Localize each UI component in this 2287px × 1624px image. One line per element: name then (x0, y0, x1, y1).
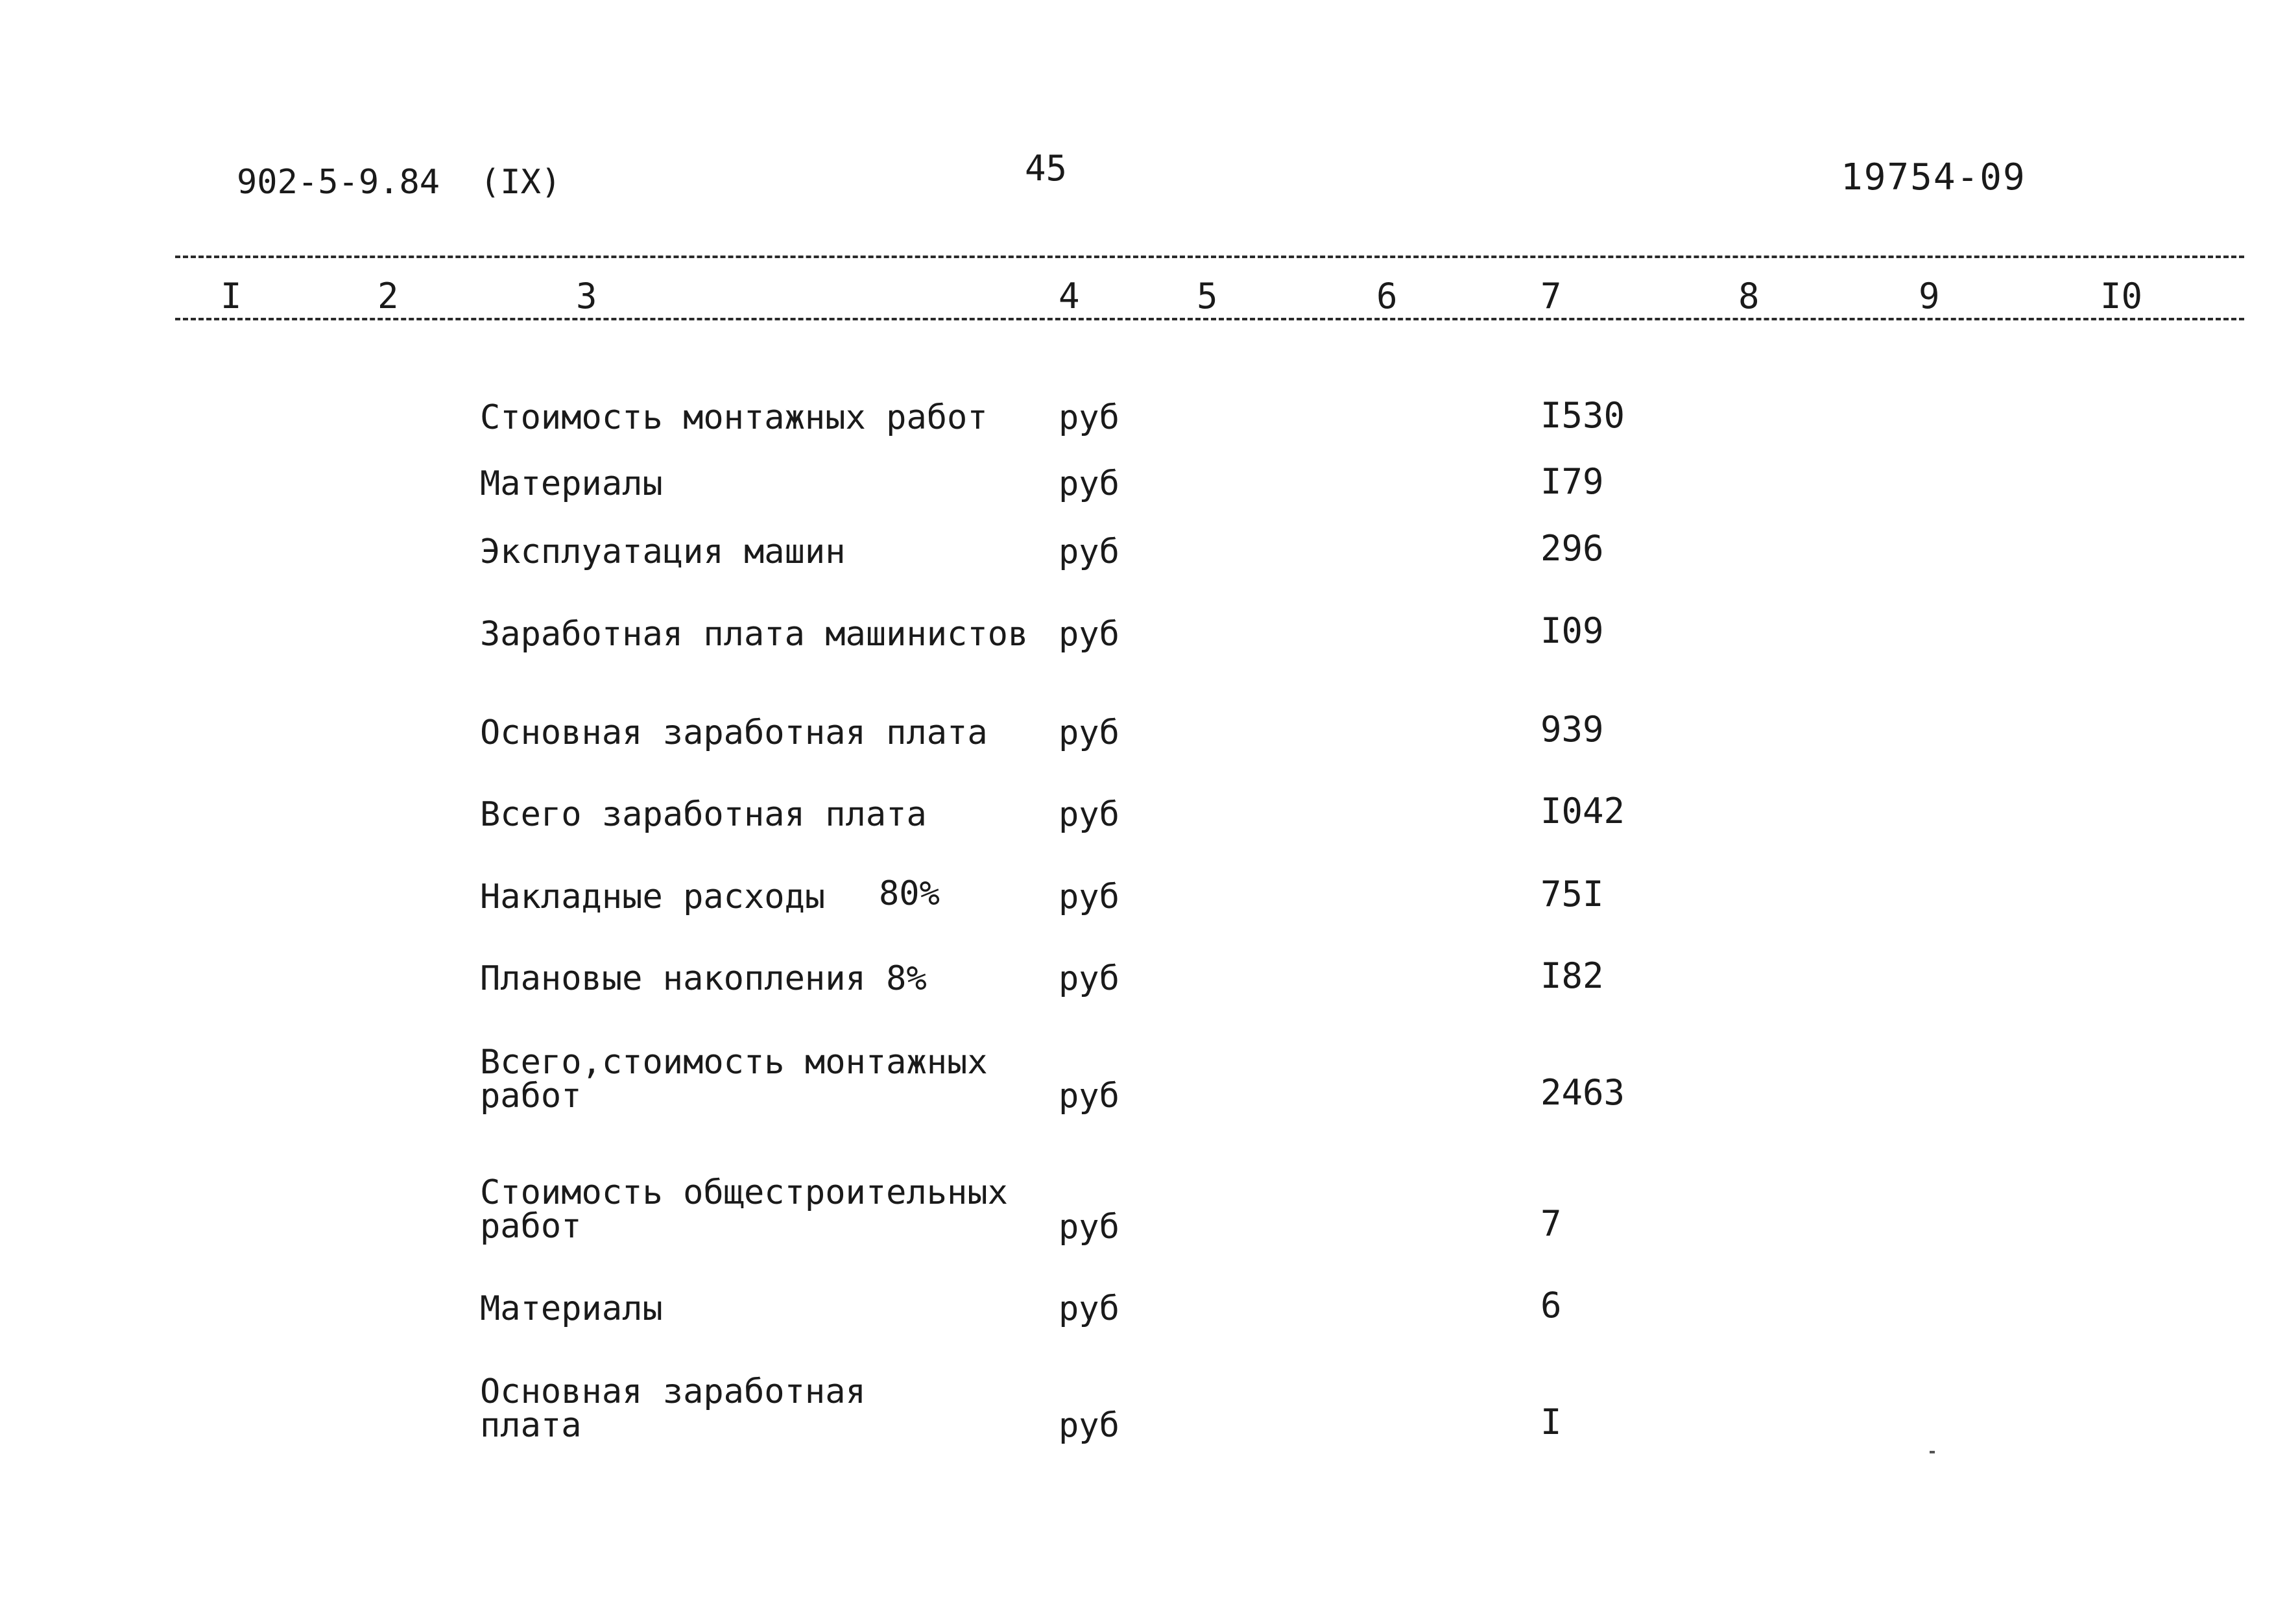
row-unit: руб (1059, 398, 1120, 437)
row-value: I (1540, 1402, 1562, 1442)
row-value: I530 (1540, 395, 1625, 436)
row-unit: руб (1059, 713, 1120, 752)
row-label: Стоимость монтажных работ (480, 398, 988, 437)
row-label: Плановые накопления 8% (480, 959, 927, 998)
column-number-3: 3 (576, 276, 597, 316)
row-label: Стоимость общестроительных работ (480, 1173, 1008, 1246)
row-label: Основная заработная плата (480, 713, 988, 752)
row-unit: руб (1059, 1289, 1120, 1328)
row-label: Эксплуатация машин (480, 532, 846, 571)
page-number: 45 (1025, 148, 1068, 189)
dashed-rule-bottom (175, 318, 2244, 320)
dashed-rule-top (175, 256, 2244, 258)
row-label: Всего заработная плата (480, 795, 927, 834)
document-section: (IX) (480, 163, 562, 202)
row-label: Материалы (480, 1289, 663, 1328)
row-unit: руб (1059, 795, 1120, 834)
row-value: 6 (1540, 1285, 1562, 1326)
row-label: Основная заработная плата (480, 1372, 866, 1445)
column-number-8: 8 (1738, 276, 1760, 316)
column-number-2: 2 (377, 276, 399, 316)
row-value: I09 (1540, 610, 1604, 651)
row-value: 75I (1540, 874, 1604, 914)
column-number-5: 5 (1197, 276, 1218, 316)
row-unit: руб (1059, 464, 1120, 503)
row-value: 939 (1540, 709, 1604, 750)
row-label: Накладные расходы (480, 878, 826, 916)
scan-speck (1930, 1451, 1935, 1453)
document-code: 902-5-9.84 (237, 163, 440, 202)
column-number-6: 6 (1376, 276, 1398, 316)
row-unit: руб (1059, 1208, 1120, 1247)
row-value: 7 (1540, 1203, 1562, 1244)
row-value: 2463 (1540, 1072, 1625, 1113)
row-unit: руб (1059, 1077, 1120, 1116)
row-unit: руб (1059, 1406, 1120, 1445)
column-number-4: 4 (1059, 276, 1080, 316)
row-value: 296 (1540, 528, 1604, 569)
row-unit: руб (1059, 615, 1120, 654)
row-label: Всего,стоимость монтажных работ (480, 1043, 988, 1116)
row-label: Материалы (480, 464, 663, 503)
row-rate: 80% (879, 874, 940, 913)
column-number-7: 7 (1540, 276, 1562, 316)
row-value: I82 (1540, 955, 1604, 996)
row-label: Заработная плата машинистов (480, 615, 1029, 654)
column-number-10: I0 (2100, 276, 2143, 316)
row-value: I79 (1540, 461, 1604, 502)
column-number-1: I (221, 276, 242, 316)
row-unit: руб (1059, 532, 1120, 571)
row-value: I042 (1540, 791, 1625, 831)
column-number-9: 9 (1919, 276, 1940, 316)
row-unit: руб (1059, 959, 1120, 998)
document-id: 19754-09 (1841, 156, 2026, 198)
row-unit: руб (1059, 878, 1120, 916)
